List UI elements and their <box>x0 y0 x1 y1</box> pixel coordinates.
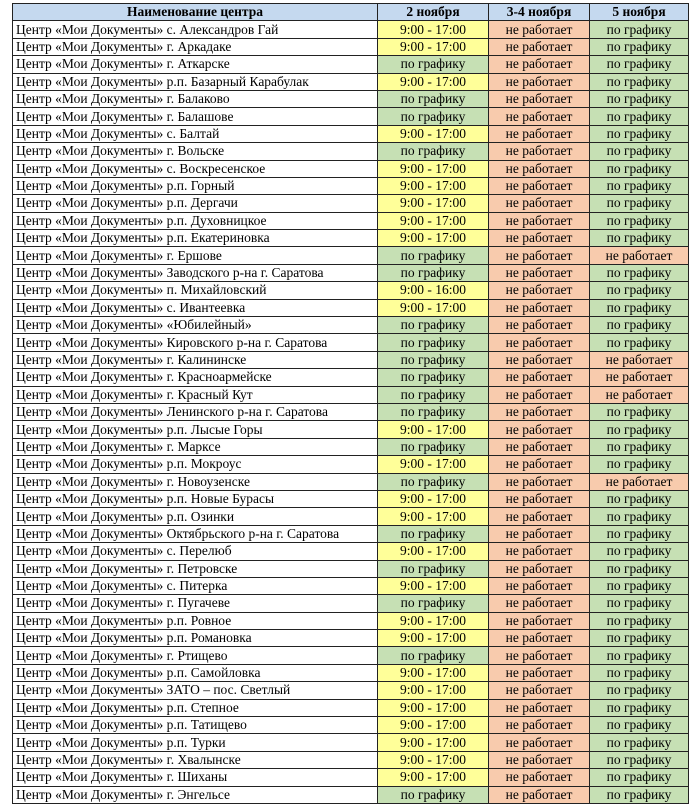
center-name-cell: Центр «Мои Документы» г. Балашове <box>13 108 378 125</box>
table-row <box>13 577 689 594</box>
table-row <box>13 543 689 560</box>
nov-3-4-cell: не работает <box>489 421 590 438</box>
table-row <box>13 264 689 281</box>
nov-3-4-cell: не работает <box>489 143 590 160</box>
center-name-cell: Центр «Мои Документы» с. Ивантеевка <box>13 299 378 316</box>
nov-3-4-cell: не работает <box>489 177 590 194</box>
nov-5-cell: не работает <box>590 351 689 368</box>
table-row <box>13 56 689 73</box>
nov-5-cell: по графику <box>590 595 689 612</box>
nov-2-cell: по графику <box>378 317 489 334</box>
nov-2-cell: 9:00 - 17:00 <box>378 456 489 473</box>
nov-3-4-cell: не работает <box>489 160 590 177</box>
nov-5-cell: по графику <box>590 317 689 334</box>
nov-3-4-cell: не работает <box>489 560 590 577</box>
nov-2-cell: по графику <box>378 351 489 368</box>
center-name-cell: Центр «Мои Документы» р.п. Татищево <box>13 717 378 734</box>
table-row <box>13 247 689 264</box>
nov-3-4-cell: не работает <box>489 264 590 281</box>
nov-2-cell: 9:00 - 17:00 <box>378 717 489 734</box>
nov-3-4-cell: не работает <box>489 230 590 247</box>
nov-5-cell: по графику <box>590 108 689 125</box>
nov-3-4-cell: не работает <box>489 786 590 803</box>
nov-2-cell: 9:00 - 17:00 <box>378 21 489 38</box>
table-row <box>13 490 689 507</box>
table-row <box>13 90 689 107</box>
nov-3-4-cell: не работает <box>489 699 590 716</box>
nov-3-4-cell: не работает <box>489 751 590 768</box>
center-name-cell: Центр «Мои Документы» г. Калининске <box>13 351 378 368</box>
nov-5-cell: по графику <box>590 282 689 299</box>
nov-2-cell: 9:00 - 17:00 <box>378 177 489 194</box>
nov-5-cell: по графику <box>590 490 689 507</box>
nov-3-4-cell: не работает <box>489 490 590 507</box>
center-name-cell: Центр «Мои Документы» п. Михайловский <box>13 282 378 299</box>
nov-2-cell: 9:00 - 17:00 <box>378 299 489 316</box>
nov-5-cell: по графику <box>590 751 689 768</box>
nov-2-cell: по графику <box>378 595 489 612</box>
center-name-cell: Центр «Мои Документы» г. Энгельсе <box>13 786 378 803</box>
nov-2-cell: 9:00 - 17:00 <box>378 699 489 716</box>
nov-2-cell: по графику <box>378 264 489 281</box>
nov-3-4-cell: не работает <box>489 403 590 420</box>
nov-2-cell: 9:00 - 17:00 <box>378 230 489 247</box>
nov-2-cell: по графику <box>378 334 489 351</box>
table-row <box>13 508 689 525</box>
schedule-table <box>12 3 689 804</box>
nov-2-cell: 9:00 - 17:00 <box>378 734 489 751</box>
table-row <box>13 751 689 768</box>
center-name-cell: Центр «Мои Документы» Кировского р-на г. Саратова <box>13 334 378 351</box>
schedule-table-wrapper <box>12 3 689 804</box>
nov-5-cell: по графику <box>590 438 689 455</box>
nov-5-cell: по графику <box>590 577 689 594</box>
table-row <box>13 369 689 386</box>
center-name-cell: Центр «Мои Документы» р.п. Романовка <box>13 630 378 647</box>
nov-2-cell: по графику <box>378 647 489 664</box>
table-row <box>13 699 689 716</box>
nov-3-4-cell: не работает <box>489 769 590 786</box>
nov-3-4-cell: не работает <box>489 456 590 473</box>
center-name-cell: Центр «Мои Документы» р.п. Лысые Горы <box>13 421 378 438</box>
nov-5-cell: по графику <box>590 682 689 699</box>
center-name-cell: Центр «Мои Документы» г. Аркадаке <box>13 38 378 55</box>
nov-5-cell: по графику <box>590 734 689 751</box>
table-row <box>13 317 689 334</box>
nov-3-4-cell: не работает <box>489 543 590 560</box>
nov-3-4-cell: не работает <box>489 317 590 334</box>
center-name-cell: Центр «Мои Документы» «Юбилейный» <box>13 317 378 334</box>
nov-2-cell: по графику <box>378 247 489 264</box>
header-nov-3-4: 3-4 ноября <box>489 4 590 21</box>
nov-5-cell: по графику <box>590 403 689 420</box>
center-name-cell: Центр «Мои Документы» г. Пугачеве <box>13 595 378 612</box>
table-row <box>13 769 689 786</box>
table-row <box>13 456 689 473</box>
center-name-cell: Центр «Мои Документы» р.п. Дергачи <box>13 195 378 212</box>
nov-3-4-cell: не работает <box>489 299 590 316</box>
nov-5-cell: по графику <box>590 230 689 247</box>
nov-5-cell: по графику <box>590 264 689 281</box>
table-row <box>13 351 689 368</box>
center-name-cell: Центр «Мои Документы» с. Перелюб <box>13 543 378 560</box>
center-name-cell: Центр «Мои Документы» р.п. Екатериновка <box>13 230 378 247</box>
table-row <box>13 786 689 803</box>
nov-3-4-cell: не работает <box>489 21 590 38</box>
nov-5-cell: по графику <box>590 786 689 803</box>
nov-2-cell: по графику <box>378 143 489 160</box>
center-name-cell: Центр «Мои Документы» г. Балаково <box>13 90 378 107</box>
nov-5-cell: по графику <box>590 630 689 647</box>
center-name-cell: Центр «Мои Документы» г. Ершове <box>13 247 378 264</box>
nov-3-4-cell: не работает <box>489 334 590 351</box>
nov-2-cell: 9:00 - 17:00 <box>378 577 489 594</box>
nov-3-4-cell: не работает <box>489 108 590 125</box>
nov-5-cell: по графику <box>590 769 689 786</box>
nov-2-cell: 9:00 - 17:00 <box>378 421 489 438</box>
center-name-cell: Центр «Мои Документы» г. Красноармейске <box>13 369 378 386</box>
nov-3-4-cell: не работает <box>489 612 590 629</box>
nov-2-cell: 9:00 - 17:00 <box>378 664 489 681</box>
center-name-cell: Центр «Мои Документы» р.п. Самойловка <box>13 664 378 681</box>
center-name-cell: Центр «Мои Документы» г. Новоузенске <box>13 473 378 490</box>
nov-2-cell: 9:00 - 16:00 <box>378 282 489 299</box>
nov-2-cell: 9:00 - 17:00 <box>378 543 489 560</box>
center-name-cell: Центр «Мои Документы» с. Александров Гай <box>13 21 378 38</box>
center-name-cell: Центр «Мои Документы» ЗАТО – пос. Светлый <box>13 682 378 699</box>
nov-5-cell: по графику <box>590 143 689 160</box>
nov-5-cell: по графику <box>590 334 689 351</box>
center-name-cell: Центр «Мои Документы» г. Шиханы <box>13 769 378 786</box>
center-name-cell: Центр «Мои Документы» р.п. Мокроус <box>13 456 378 473</box>
nov-3-4-cell: не работает <box>489 438 590 455</box>
nov-2-cell: 9:00 - 17:00 <box>378 508 489 525</box>
nov-5-cell: по графику <box>590 456 689 473</box>
nov-5-cell: по графику <box>590 560 689 577</box>
nov-5-cell: по графику <box>590 699 689 716</box>
nov-3-4-cell: не работает <box>489 56 590 73</box>
nov-3-4-cell: не работает <box>489 734 590 751</box>
table-row <box>13 438 689 455</box>
nov-3-4-cell: не работает <box>489 717 590 734</box>
center-name-cell: Центр «Мои Документы» г. Красный Кут <box>13 386 378 403</box>
nov-3-4-cell: не работает <box>489 282 590 299</box>
center-name-cell: Центр «Мои Документы» р.п. Степное <box>13 699 378 716</box>
table-row <box>13 38 689 55</box>
nov-2-cell: по графику <box>378 560 489 577</box>
nov-2-cell: по графику <box>378 403 489 420</box>
center-name-cell: Центр «Мои Документы» г. Марксе <box>13 438 378 455</box>
table-row <box>13 299 689 316</box>
nov-3-4-cell: не работает <box>489 73 590 90</box>
nov-2-cell: по графику <box>378 473 489 490</box>
nov-2-cell: по графику <box>378 108 489 125</box>
nov-3-4-cell: не работает <box>489 386 590 403</box>
nov-3-4-cell: не работает <box>489 577 590 594</box>
table-row <box>13 473 689 490</box>
header-center-name: Наименование центра <box>13 4 378 21</box>
nov-5-cell: по графику <box>590 73 689 90</box>
table-row <box>13 177 689 194</box>
table-row <box>13 195 689 212</box>
nov-5-cell: по графику <box>590 525 689 542</box>
center-name-cell: Центр «Мои Документы» г. Вольске <box>13 143 378 160</box>
nov-3-4-cell: не работает <box>489 195 590 212</box>
nov-2-cell: 9:00 - 17:00 <box>378 125 489 142</box>
center-name-cell: Центр «Мои Документы» р.п. Духовницкое <box>13 212 378 229</box>
table-row <box>13 682 689 699</box>
nov-3-4-cell: не работает <box>489 508 590 525</box>
nov-5-cell: по графику <box>590 543 689 560</box>
nov-3-4-cell: не работает <box>489 682 590 699</box>
nov-2-cell: 9:00 - 17:00 <box>378 160 489 177</box>
nov-5-cell: не работает <box>590 386 689 403</box>
center-name-cell: Центр «Мои Документы» г. Аткарске <box>13 56 378 73</box>
nov-2-cell: по графику <box>378 386 489 403</box>
nov-3-4-cell: не работает <box>489 630 590 647</box>
nov-3-4-cell: не работает <box>489 595 590 612</box>
nov-2-cell: по графику <box>378 369 489 386</box>
nov-2-cell: 9:00 - 17:00 <box>378 612 489 629</box>
center-name-cell: Центр «Мои Документы» с. Балтай <box>13 125 378 142</box>
center-name-cell: Центр «Мои Документы» г. Ртищево <box>13 647 378 664</box>
nov-5-cell: по графику <box>590 612 689 629</box>
table-row <box>13 386 689 403</box>
table-row <box>13 612 689 629</box>
nov-5-cell: по графику <box>590 195 689 212</box>
nov-2-cell: 9:00 - 17:00 <box>378 73 489 90</box>
table-row <box>13 125 689 142</box>
nov-3-4-cell: не работает <box>489 125 590 142</box>
nov-2-cell: 9:00 - 17:00 <box>378 195 489 212</box>
table-row <box>13 734 689 751</box>
nov-2-cell: 9:00 - 17:00 <box>378 212 489 229</box>
center-name-cell: Центр «Мои Документы» р.п. Горный <box>13 177 378 194</box>
table-row <box>13 403 689 420</box>
nov-5-cell: по графику <box>590 647 689 664</box>
center-name-cell: Центр «Мои Документы» Октябрьского р-на г. Саратова <box>13 525 378 542</box>
table-row <box>13 664 689 681</box>
center-name-cell: Центр «Мои Документы» р.п. Базарный Карабулак <box>13 73 378 90</box>
nov-2-cell: 9:00 - 17:00 <box>378 490 489 507</box>
nov-5-cell: не работает <box>590 473 689 490</box>
table-row <box>13 595 689 612</box>
nov-3-4-cell: не работает <box>489 351 590 368</box>
nov-5-cell: по графику <box>590 664 689 681</box>
nov-2-cell: 9:00 - 17:00 <box>378 751 489 768</box>
center-name-cell: Центр «Мои Документы» г. Хвалынске <box>13 751 378 768</box>
nov-5-cell: не работает <box>590 247 689 264</box>
nov-3-4-cell: не работает <box>489 212 590 229</box>
center-name-cell: Центр «Мои Документы» р.п. Новые Бурасы <box>13 490 378 507</box>
nov-5-cell: по графику <box>590 421 689 438</box>
center-name-cell: Центр «Мои Документы» с. Воскресенское <box>13 160 378 177</box>
table-row <box>13 108 689 125</box>
table-row <box>13 630 689 647</box>
nov-5-cell: по графику <box>590 56 689 73</box>
table-body <box>13 21 689 804</box>
nov-3-4-cell: не работает <box>489 664 590 681</box>
nov-5-cell: по графику <box>590 508 689 525</box>
nov-5-cell: не работает <box>590 369 689 386</box>
center-name-cell: Центр «Мои Документы» Ленинского р-на г. Саратова <box>13 403 378 420</box>
center-name-cell: Центр «Мои Документы» р.п. Турки <box>13 734 378 751</box>
nov-5-cell: по графику <box>590 21 689 38</box>
nov-5-cell: по графику <box>590 177 689 194</box>
table-row <box>13 230 689 247</box>
table-row <box>13 282 689 299</box>
nov-2-cell: 9:00 - 17:00 <box>378 630 489 647</box>
table-row <box>13 717 689 734</box>
table-row <box>13 647 689 664</box>
center-name-cell: Центр «Мои Документы» р.п. Ровное <box>13 612 378 629</box>
nov-5-cell: по графику <box>590 125 689 142</box>
center-name-cell: Центр «Мои Документы» г. Петровске <box>13 560 378 577</box>
nov-3-4-cell: не работает <box>489 369 590 386</box>
nov-2-cell: 9:00 - 17:00 <box>378 38 489 55</box>
nov-5-cell: по графику <box>590 38 689 55</box>
center-name-cell: Центр «Мои Документы» Заводского р-на г. Саратова <box>13 264 378 281</box>
nov-5-cell: по графику <box>590 212 689 229</box>
nov-3-4-cell: не работает <box>489 647 590 664</box>
table-row <box>13 73 689 90</box>
table-row <box>13 21 689 38</box>
header-nov-5: 5 ноября <box>590 4 689 21</box>
nov-2-cell: по графику <box>378 56 489 73</box>
nov-2-cell: по графику <box>378 438 489 455</box>
nov-3-4-cell: не работает <box>489 38 590 55</box>
nov-2-cell: по графику <box>378 525 489 542</box>
table-row <box>13 212 689 229</box>
center-name-cell: Центр «Мои Документы» с. Питерка <box>13 577 378 594</box>
center-name-cell: Центр «Мои Документы» р.п. Озинки <box>13 508 378 525</box>
table-row <box>13 160 689 177</box>
nov-2-cell: по графику <box>378 786 489 803</box>
table-row <box>13 525 689 542</box>
nov-5-cell: по графику <box>590 299 689 316</box>
nov-2-cell: по графику <box>378 90 489 107</box>
header-row <box>13 4 689 21</box>
nov-5-cell: по графику <box>590 160 689 177</box>
nov-2-cell: 9:00 - 17:00 <box>378 682 489 699</box>
nov-5-cell: по графику <box>590 90 689 107</box>
nov-3-4-cell: не работает <box>489 525 590 542</box>
table-row <box>13 421 689 438</box>
table-row <box>13 560 689 577</box>
table-row <box>13 143 689 160</box>
nov-3-4-cell: не работает <box>489 247 590 264</box>
nov-2-cell: 9:00 - 17:00 <box>378 769 489 786</box>
nov-3-4-cell: не работает <box>489 473 590 490</box>
header-nov-2: 2 ноября <box>378 4 489 21</box>
nov-3-4-cell: не работает <box>489 90 590 107</box>
table-row <box>13 334 689 351</box>
nov-5-cell: по графику <box>590 717 689 734</box>
